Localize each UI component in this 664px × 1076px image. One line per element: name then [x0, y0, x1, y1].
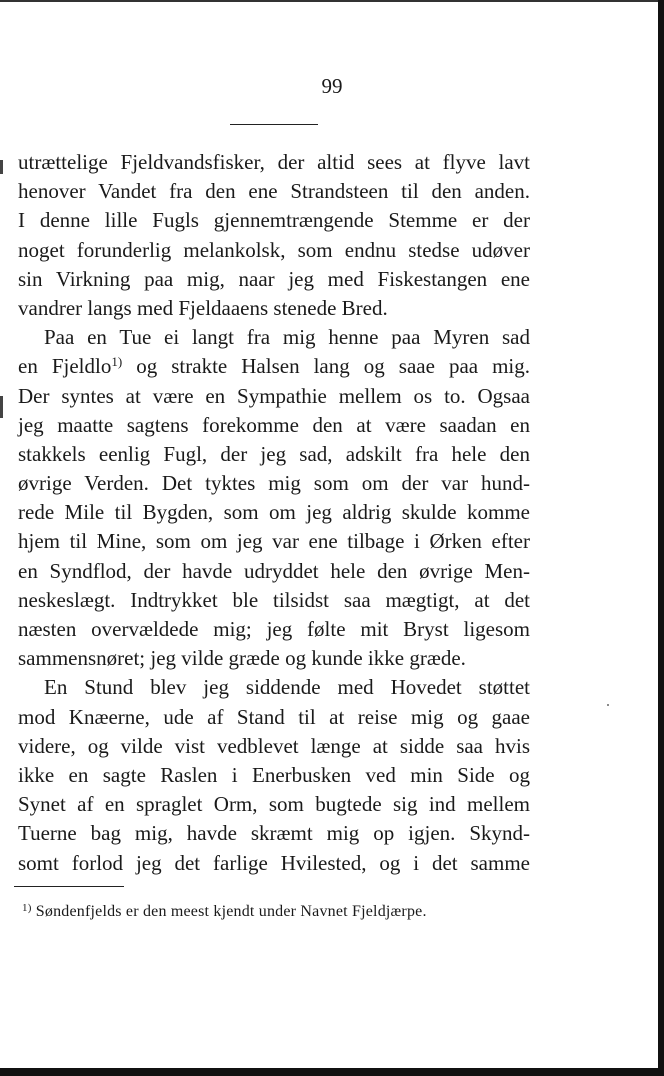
footnote-marker: 1) [22, 902, 32, 914]
page-number: 99 [321, 74, 343, 98]
text-line: sammensnøret; jeg vilde græde og kunde ikke græde. [18, 646, 466, 671]
margin-mark [0, 396, 3, 418]
text-line: videre, og vilde vist vedblevet længe at sidde saa hvis [18, 733, 530, 758]
text-line: noget forunderlig melankolsk, som endnu stedse udøver [18, 237, 530, 262]
text-line: mod Knæerne, ude af Stand til at reise mig og gaae [18, 704, 530, 729]
text-line: somt forlod jeg det farlige Hvilested, og i det samme [18, 850, 530, 875]
text-line: utrættelige Fjeldvandsfisker, der altid sees at flyve lavt [18, 150, 530, 174]
text-line: Synet af en spraglet Orm, som bugtede sig ind mellem [18, 792, 530, 817]
text-line: Paa en Tue ei langt fra mig henne paa Myren sad [44, 325, 530, 350]
text-line: vandrer langs med Fjeldaaens stenede Bred. [18, 295, 388, 320]
footnote-text: Søndenfjelds er den meest kjendt under Navnet Fjeldjærpe. [35, 903, 427, 920]
footnote-reference: 1) [111, 354, 123, 370]
text-line: sin Virkning paa mig, naar jeg med Fiskestangen ene [18, 266, 530, 291]
margin-mark [0, 160, 3, 174]
header-rule [230, 124, 318, 125]
body-text [18, 148, 530, 878]
text-line: neskeslægt. Indtrykket ble tilsidst saa mægtigt, at det [18, 587, 530, 612]
text-line: Der syntes at være en Sympathie mellem os to. Ogsaa [18, 383, 530, 408]
text-line: ikke en sagte Raslen i Enerbusken ved min Side og [18, 762, 530, 787]
scan-border-right [658, 0, 664, 1076]
text-fragment: en Fjeldlo [18, 354, 112, 379]
text-line: En Stund blev jeg siddende med Hovedet støttet [44, 675, 530, 700]
footnote-rule [14, 886, 124, 887]
text-fragment: og strakte Halsen lang og saae paa mig. [136, 354, 531, 379]
scan-border-top [0, 0, 664, 2]
text-line: hjem til Mine, som om jeg var ene tilbage i Ørken efter [18, 529, 530, 554]
footnote [22, 903, 542, 921]
scan-speck [607, 704, 609, 706]
text-line: øvrige Verden. Det tyktes mig som om der var hund- [18, 471, 530, 496]
text-line: Tuerne bag mig, havde skræmt mig op igjen. Skynd- [18, 821, 530, 846]
text-line: stakkels eenlig Fugl, der jeg sad, adskilt fra hele den [18, 441, 530, 466]
text-line: henover Vandet fra den ene Strandsteen til den anden. [18, 179, 530, 204]
text-line-with-note [18, 352, 530, 381]
text-line: rede Mile til Bygden, som om jeg aldrig skulde komme [18, 500, 530, 525]
text-line: I denne lille Fugls gjennemtrængende Stemme er der [18, 208, 530, 233]
text-line: en Syndflod, der havde udryddet hele den øvrige Men- [18, 558, 530, 583]
text-line: næsten overvældede mig; jeg følte mit Bryst ligesom [18, 617, 530, 641]
text-line: jeg maatte sagtens forekomme den at være saadan en [18, 412, 530, 437]
scan-border-bottom [0, 1068, 664, 1076]
